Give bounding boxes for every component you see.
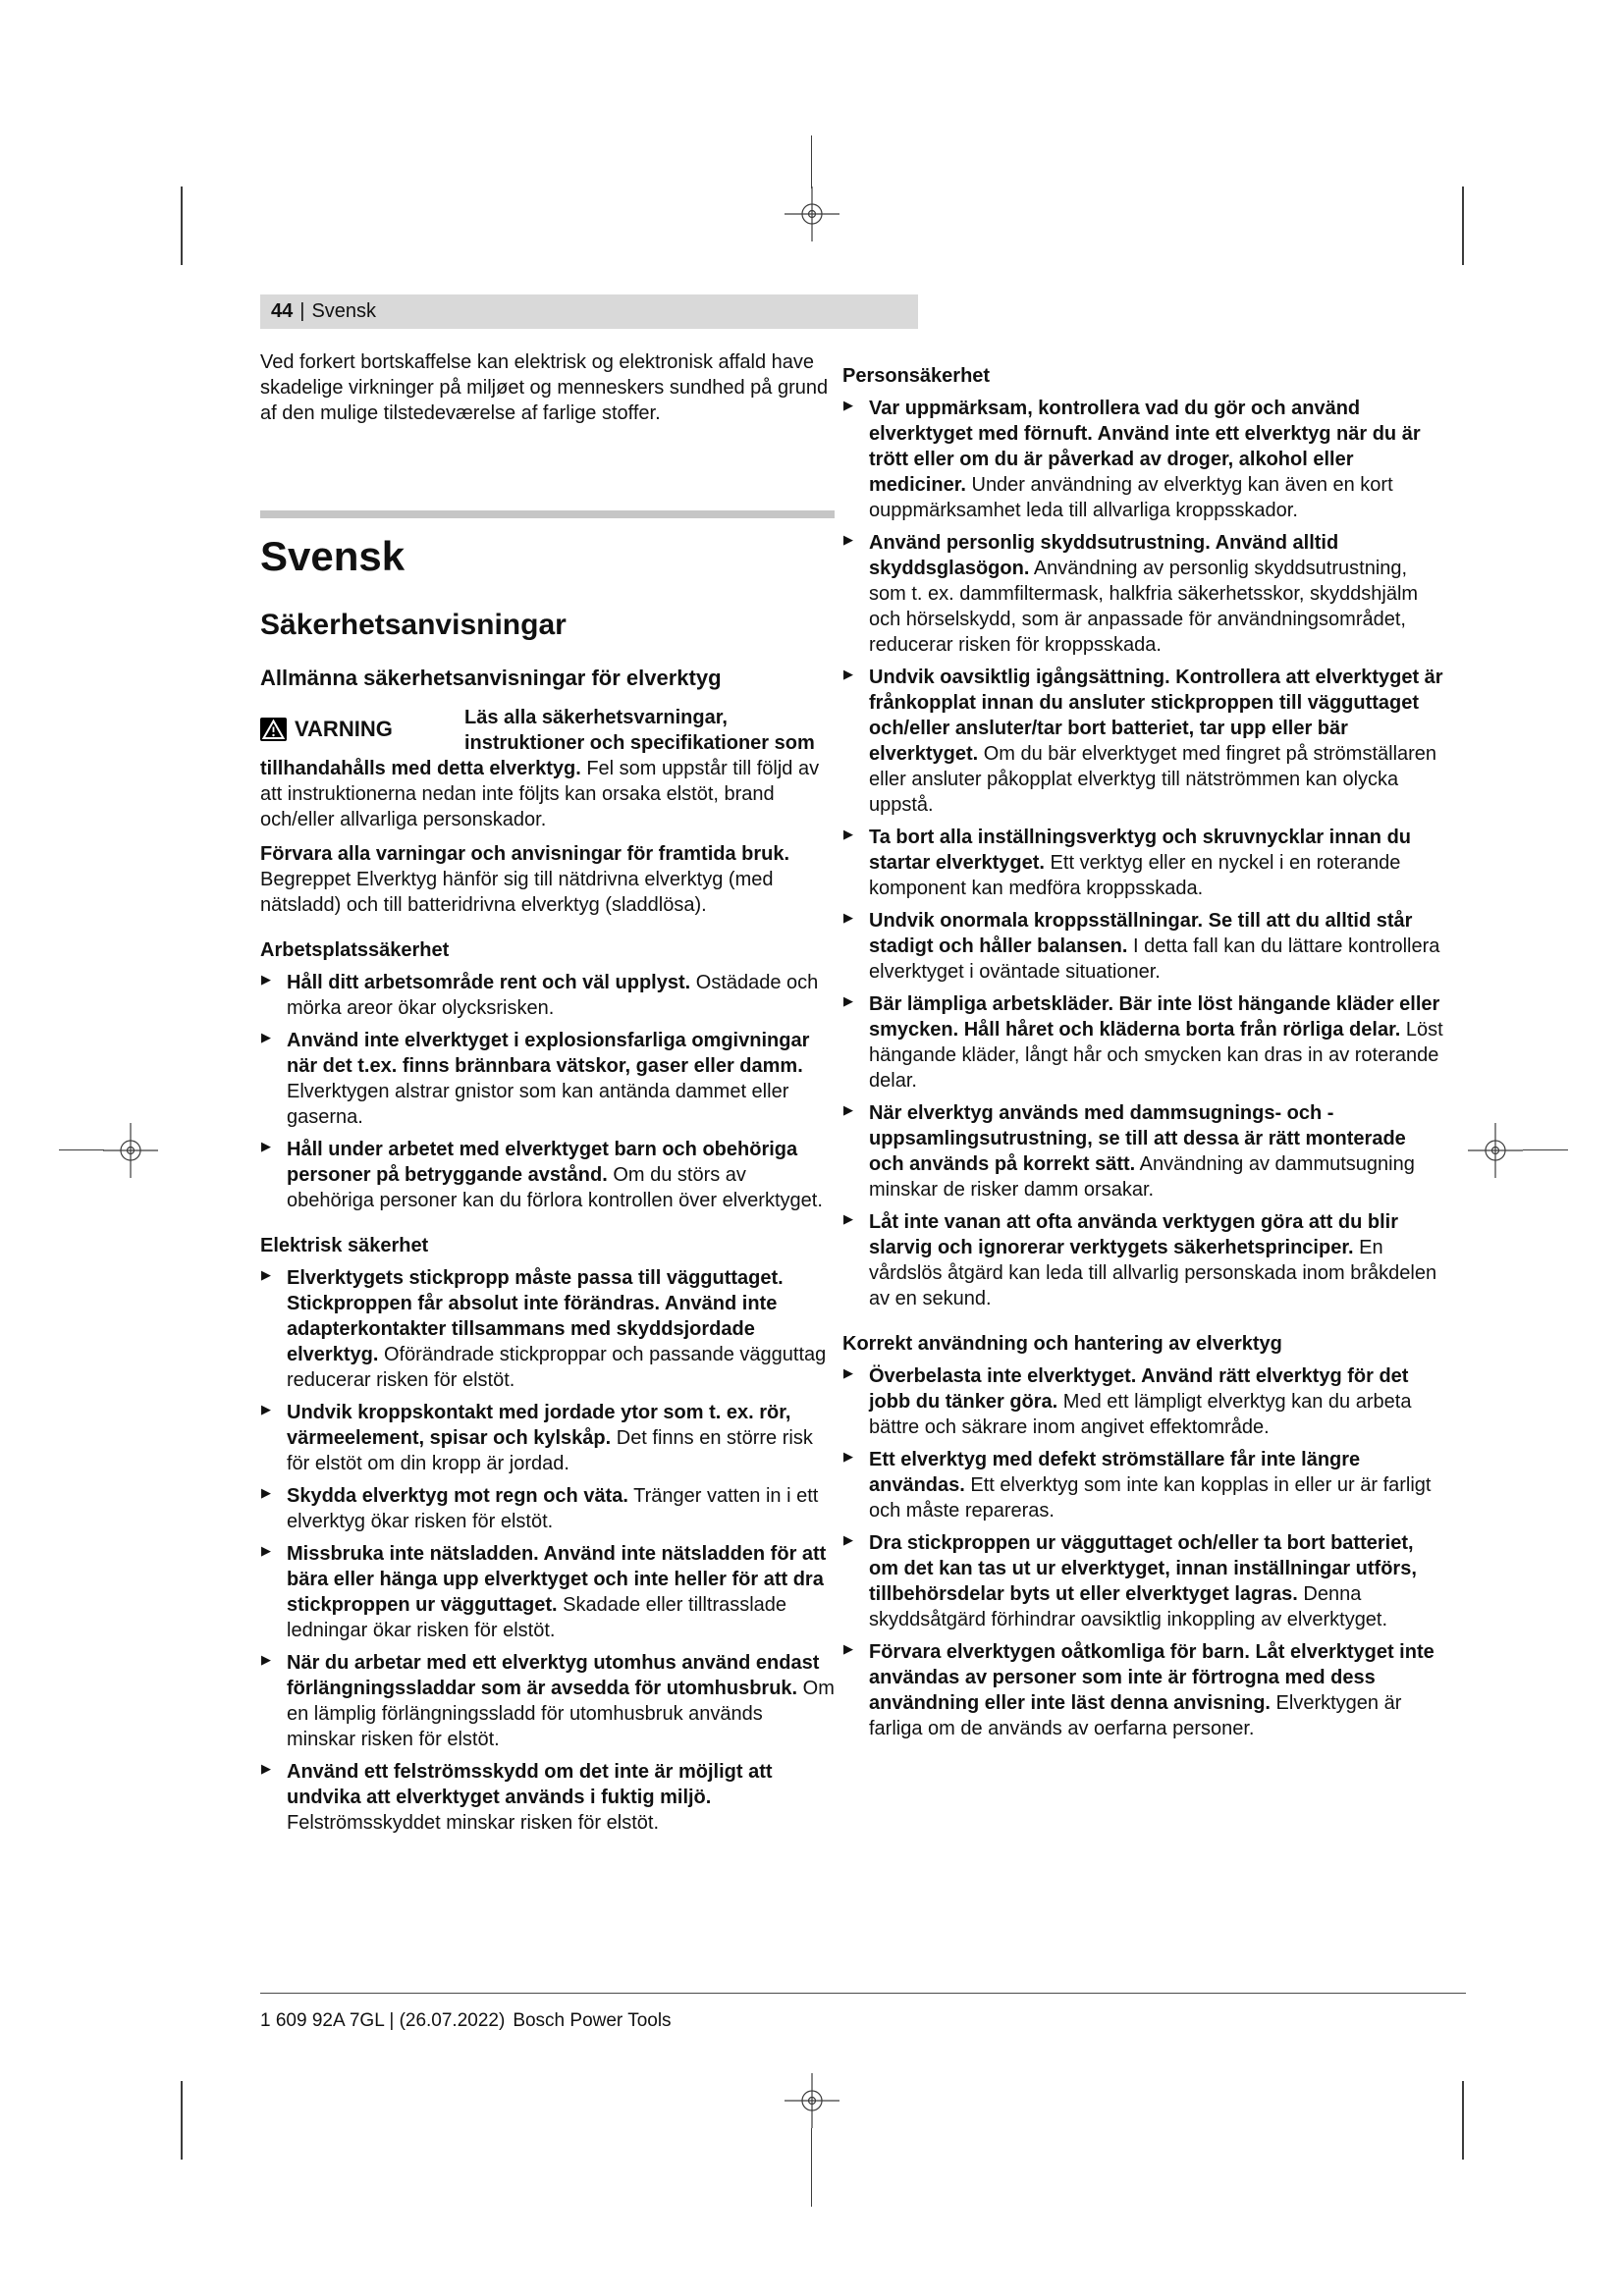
previous-section-text: Ved forkert bortskaffelse kan elektrisk og elektronisk affald have skadelige virkninger på miljøet og menneskers sundhed på grund af den mulige tilstedeværelse af farlige stoffer. <box>260 351 829 424</box>
bullet-icon: ▶ <box>261 1140 271 1154</box>
section-workplace-safety <box>260 937 835 1213</box>
crop-mark <box>1462 2081 1464 2160</box>
warning-regular-text: Fel som uppstår till följd av att instruktionerna nedan inte följts kan orsaka elstöt, brand och/eller allvarliga personskador. <box>260 758 820 830</box>
list-item-bold: När du arbetar med ett elverktyg utomhus använd endast förlängningssladdar som är avsedda för utomhusbruk. <box>287 1652 820 1699</box>
bullet-icon: ▶ <box>261 1486 271 1501</box>
page-number: 44 <box>271 300 294 322</box>
list-item-text: Förvara elverktygen oåtkomliga för barn. Låt elverktyget inte användas av personer som inte är förtrogna med dess användning eller inte läst denna anvisning. Elverktygen är farliga om de används av oerfarna personer. <box>869 1641 1435 1739</box>
list-item <box>260 970 835 1021</box>
list-item-bold: Håll ditt arbetsområde rent och väl upplyst. <box>287 972 691 993</box>
crop-mark <box>181 187 183 265</box>
section-heading: Personsäkerhet <box>842 365 991 387</box>
list-item-text: Var uppmärksam, kontrollera vad du gör och använd elverktyget med förnuft. Använd inte ett elverktyg när du är trött eller om du är påverkad av droger, alkohol eller mediciner. Under användning av elverktyg kan även en kort ouppmärksamhet leda till allvarliga kroppsskador. <box>869 398 1421 521</box>
bullet-icon: ▶ <box>843 994 853 1009</box>
list-item-text: När du arbetar med ett elverktyg utomhus använd endast förlängningssladdar som är avsedda för utomhusbruk. Om en lämplig förlängningssladd för utomhusbruk används minskar risken för elstöt. <box>287 1652 835 1750</box>
list-item-text: Använd personlig skyddsutrustning. Använd alltid skyddsglasögon. Användning av personlig skyddsutrustning, som t. ex. dammfiltermask, halkfria säkerhetsskor, skyddshjälm och hörselskydd, som är anpassade för användningsområdet, reducerar risken för kroppsskada. <box>869 532 1419 656</box>
list-item-text: Skydda elverktyg mot regn och väta. Tränger vatten in i ett elverktyg ökar risken för elstöt. <box>287 1485 819 1532</box>
list-item <box>260 1400 835 1476</box>
list-item-bold: Ta bort alla inställningsverktyg och skruvnycklar innan du startar elverktyget. <box>869 827 1412 874</box>
section-heading: Elektrisk säkerhet <box>260 1235 429 1256</box>
crop-mark <box>59 1149 104 1150</box>
section-heading: Arbetsplatssäkerhet <box>260 939 450 961</box>
list-item-text: Överbelasta inte elverktyget. Använd rätt elverktyg för det jobb du tänker göra. Med ett lämpligt elverktyg kan du arbeta bättre och säkrare inom angivet effektområde. <box>869 1365 1412 1438</box>
list-item-bold: Ett elverktyg med defekt strömställare får inte längre användas. <box>869 1449 1361 1496</box>
bullet-icon: ▶ <box>261 1268 271 1283</box>
bullet-icon: ▶ <box>843 667 853 682</box>
list-item-bold: Skydda elverktyg mot regn och väta. <box>287 1485 628 1507</box>
list-item <box>842 1100 1443 1202</box>
bullet-icon: ▶ <box>261 1653 271 1668</box>
crop-mark <box>811 2128 812 2207</box>
list-item-bold: Överbelasta inte elverktyget. Använd rätt elverktyg för det jobb du tänker göra. <box>869 1365 1409 1413</box>
document-number: 1 609 92A 7GL | (26.07.2022) <box>260 2010 506 2031</box>
bullet-icon: ▶ <box>843 828 853 842</box>
registration-mark <box>103 1123 158 1178</box>
bullet-icon: ▶ <box>261 1031 271 1045</box>
bullet-icon: ▶ <box>261 1762 271 1777</box>
list-item-text: Dra stickproppen ur vägguttaget och/eller ta bort batteriet, om det kan tas ut ur elverktyget, innan inställningar utförs, tillbehörsdelar byts ut eller elverktyget lagras. Denna skyddsåtgärd förhindrar oavsiktlig inkoppling av elverktyget. <box>869 1532 1417 1630</box>
bullet-icon: ▶ <box>261 1403 271 1417</box>
list-item-bold: Undvik oavsiktlig igångsättning. Kontrollera att elverktyget är frånkopplat innan du ansluter stickproppen till vägguttaget och/eller ansluter/tar bort batteriet, tar upp eller bär elverktyget. <box>869 667 1443 765</box>
bullet-list <box>842 1363 1443 1741</box>
bullet-icon: ▶ <box>843 1103 853 1118</box>
list-item <box>842 991 1443 1094</box>
list-item-text: När elverktyg används med dammsugnings- och -uppsamlingsutrustning, se till att dessa är rätt monterade och används på korrekt sätt. Användning av dammutsugning minskar de risker damm orsakar. <box>869 1102 1415 1201</box>
list-item-text: Håll ditt arbetsområde rent och väl upplyst. Ostädade och mörka areor ökar olycksrisken. <box>287 972 819 1019</box>
list-item-text: Använd ett felströmsskydd om det inte är möjligt att undvika att elverktyget används i fuktig miljö. Felströmsskyddet minskar risken för elstöt. <box>287 1761 773 1834</box>
general-safety-heading: Allmänna säkerhetsanvisningar för elverktyg <box>260 666 722 690</box>
list-item-text: Låt inte vanan att ofta använda verktygen göra att du blir slarvig och ignorerar verktygets säkerhetsprinciper. En vårdslös åtgärd kan leda till allvarlig personskada inom bråkdelen av en sekund. <box>869 1211 1437 1309</box>
list-item <box>842 665 1443 818</box>
list-item <box>260 1541 835 1643</box>
safety-instructions-heading: Säkerhetsanvisningar <box>260 609 567 641</box>
list-item <box>842 530 1443 658</box>
footer-rule <box>260 1993 1466 1994</box>
list-item-text: Använd inte elverktyget i explosionsfarliga omgivningar när det t.ex. finns brännbara vätskor, gaser eller damm. Elverktygen alstrar gnistor som kan antända dammet eller gaserna. <box>287 1030 810 1128</box>
crop-mark <box>811 135 812 188</box>
warning-triangle-icon <box>260 718 287 741</box>
list-item-bold: Förvara elverktygen oåtkomliga för barn. Låt elverktyget inte användas av personer som inte är förtrogna med dess användning eller inte läst denna anvisning. <box>869 1641 1435 1714</box>
list-item <box>260 1028 835 1130</box>
header-language: Svensk <box>311 300 377 322</box>
bullet-icon: ▶ <box>843 1533 853 1548</box>
list-item <box>260 1650 835 1752</box>
warning-badge <box>260 705 464 754</box>
list-item-bold: Använd personlig skyddsutrustning. Använd alltid skyddsglasögon. <box>869 532 1339 579</box>
language-title: Svensk <box>260 533 406 579</box>
list-item <box>842 1639 1443 1741</box>
list-item-text: Ta bort alla inställningsverktyg och skruvnycklar innan du startar elverktyget. Ett verktyg eller en nyckel i en roterande komponent kan medföra kroppsskada. <box>869 827 1412 899</box>
list-item <box>260 1483 835 1534</box>
bullet-icon: ▶ <box>261 1544 271 1559</box>
list-item-text: Håll under arbetet med elverktyget barn och obehöriga personer på betryggande avstånd. Om du störs av obehöriga personer kan du förlora kontrollen över elverktyget. <box>287 1139 823 1211</box>
list-item-text: Undvik onormala kroppsställningar. Se till att du alltid står stadigt och håller balansen. I detta fall kan du lättare kontrollera elverktyget i oväntade situationer. <box>869 910 1440 983</box>
registration-mark <box>785 2073 839 2128</box>
registration-mark <box>785 187 839 241</box>
header-separator: | <box>299 300 305 322</box>
warning-label: VARNING <box>295 717 393 741</box>
crop-mark <box>1462 187 1464 265</box>
list-item-bold: Använd ett felströmsskydd om det inte är möjligt att undvika att elverktyget används i fuktig miljö. <box>287 1761 773 1808</box>
registration-mark <box>1468 1123 1523 1178</box>
bullet-icon: ▶ <box>843 1450 853 1465</box>
bullet-icon: ▶ <box>843 1366 853 1381</box>
list-item <box>842 825 1443 901</box>
list-item-text: Undvik oavsiktlig igångsättning. Kontrollera att elverktyget är frånkopplat innan du ansluter stickproppen till vägguttaget och/eller ansluter/tar bort batteriet, tar upp eller bär elverktyget. Om du bär elverktyget med fingret på strömställaren eller ansluter påkopplat elverktyg till nätströmmen kan olycka uppstå. <box>869 667 1443 816</box>
list-item <box>842 1363 1443 1440</box>
list-item-bold: Använd inte elverktyget i explosionsfarliga omgivningar när det t.ex. finns brännbara vätskor, gaser eller damm. <box>287 1030 810 1077</box>
section-heading: Korrekt användning och hantering av elverktyg <box>842 1333 1282 1355</box>
left-column <box>260 349 835 1842</box>
list-item-text: Missbruka inte nätsladden. Använd inte nätsladden för att bära eller hänga upp elverktyget och inte heller för att dra stickproppen ur vägguttaget. Skadade eller tilltrasslade ledningar ökar risken för elstöt. <box>287 1543 827 1641</box>
list-item-bold: Var uppmärksam, kontrollera vad du gör och använd elverktyget med förnuft. Använd inte ett elverktyg när du är trött eller om du är påverkad av droger, alkohol eller mediciner. <box>869 398 1421 496</box>
crop-mark <box>1523 1149 1568 1150</box>
section-personal-safety <box>842 363 1443 1311</box>
list-item-text: Undvik kroppskontakt med jordade ytor som t. ex. rör, värmeelement, spisar och kylskåp. Det finns en större risk för elstöt om din kropp är jordad. <box>287 1402 813 1474</box>
list-item-bold: Bär lämpliga arbetskläder. Bär inte löst hängande kläder eller smycken. Håll håret och kläderna borta från rörliga delar. <box>869 993 1440 1041</box>
bullet-icon: ▶ <box>843 911 853 926</box>
section-electrical-safety <box>260 1233 835 1836</box>
list-item <box>260 1759 835 1836</box>
list-item <box>842 396 1443 523</box>
bullet-list <box>260 1265 835 1836</box>
page-header <box>260 294 918 329</box>
list-item <box>842 1530 1443 1632</box>
page-footer <box>260 2010 672 2032</box>
list-item-bold: Håll under arbetet med elverktyget barn och obehöriga personer på betryggande avstånd. <box>287 1139 798 1186</box>
list-item-text: Bär lämpliga arbetskläder. Bär inte löst hängande kläder eller smycken. Håll håret och kläderna borta från rörliga delar. Löst hängande kläder, långt hår och smycken kan dras in av roterande delar. <box>869 993 1443 1092</box>
list-item-bold: Låt inte vanan att ofta använda verktygen göra att du blir slarvig och ignorerar verktygets säkerhetsprinciper. <box>869 1211 1398 1258</box>
term-definition: Begreppet Elverktyg hänför sig till nätdrivna elverktyg (med nätsladd) och till batteridrivna elverktyg (sladdlösa). <box>260 869 774 916</box>
list-item <box>260 1265 835 1393</box>
section-tool-use-and-care <box>842 1331 1443 1741</box>
list-item <box>842 1209 1443 1311</box>
list-item-bold: Elverktygets stickpropp måste passa till vägguttaget. Stickproppen får absolut inte förändras. Använd inte adapterkontakter tillsammans med skyddsjordade elverktyg. <box>287 1267 784 1365</box>
list-item <box>842 908 1443 985</box>
list-item <box>260 1137 835 1213</box>
bullet-list <box>260 970 835 1213</box>
list-item-text: Ett elverktyg med defekt strömställare får inte längre användas. Ett elverktyg som inte kan kopplas in eller ur är farligt och måste repareras. <box>869 1449 1432 1522</box>
list-item <box>842 1447 1443 1523</box>
list-item-bold: Dra stickproppen ur vägguttaget och/eller ta bort batteriet, om det kan tas ut ur elverktyget, innan inställningar utförs, tillbehörsdelar byts ut eller elverktyget lagras. <box>869 1532 1417 1605</box>
store-notice: Förvara alla varningar och anvisningar för framtida bruk. <box>260 843 790 865</box>
bullet-icon: ▶ <box>843 1642 853 1657</box>
warning-block <box>260 705 835 832</box>
list-item-bold: Undvik kroppskontakt med jordade ytor som t. ex. rör, värmeelement, spisar och kylskåp. <box>287 1402 791 1449</box>
bullet-icon: ▶ <box>843 533 853 548</box>
list-item-bold: Undvik onormala kroppsställningar. Se till att du alltid står stadigt och håller balansen. <box>869 910 1413 957</box>
list-item-bold: Missbruka inte nätsladden. Använd inte nätsladden för att bära eller hänga upp elverktyget och inte heller för att dra stickproppen ur vägguttaget. <box>287 1543 827 1616</box>
right-column <box>842 344 1443 1748</box>
language-section-divider <box>260 510 835 518</box>
brand-name: Bosch Power Tools <box>513 2010 672 2031</box>
crop-mark <box>181 2081 183 2160</box>
bullet-icon: ▶ <box>261 973 271 988</box>
bullet-icon: ▶ <box>843 399 853 413</box>
warning-bold-text: Läs alla säkerhetsvarningar, instruktioner och specifikationer som tillhandahålls med detta elverktyg. <box>260 707 815 779</box>
list-item-bold: När elverktyg används med dammsugnings- och -uppsamlingsutrustning, se till att dessa är rätt monterade och används på korrekt sätt. <box>869 1102 1406 1175</box>
list-item-text: Elverktygets stickpropp måste passa till vägguttaget. Stickproppen får absolut inte förändras. Använd inte adapterkontakter tillsammans med skyddsjordade elverktyg. Oförändrade stickproppar och passande vägguttag reducerar risken för elstöt. <box>287 1267 827 1391</box>
bullet-list <box>842 396 1443 1311</box>
bullet-icon: ▶ <box>843 1212 853 1227</box>
